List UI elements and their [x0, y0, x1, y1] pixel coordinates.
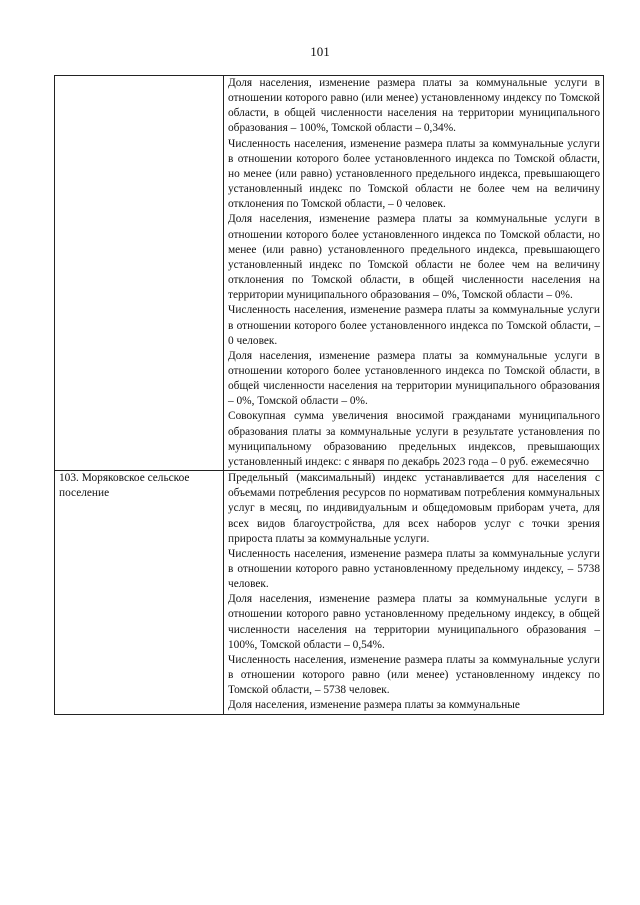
- municipality-cell: [55, 76, 224, 471]
- table-row: [55, 76, 604, 471]
- document-table: [54, 75, 604, 715]
- table-row: [55, 471, 604, 715]
- paragraph: Доля населения, изменение размера платы за коммунальные услуги в отношении которого равно установленному предельному индексу, в общей численности населения на территории муниципального образования – 100%, Томской области – 0,54%.: [228, 593, 600, 651]
- paragraph: Доля населения, изменение размера платы за коммунальные услуги в отношении которого равно (или менее) установленному индексу по Томской области, в общей численности населения на территории муниципального образования – 100%, Томской области – 0,34%.: [228, 77, 600, 135]
- paragraph: Численность населения, изменение размера платы за коммунальные услуги в отношении которого равно установленному предельному индексу, – 5738 человек.: [228, 547, 600, 591]
- paragraph: Численность населения, изменение размера платы за коммунальные услуги в отношении которого более установленного индекса по Томской области, но менее (или равно) установленного предельного индекса, превышающего установленный индекс по Томской области не более чем на величину отклонения по Томской области, – 0 человек.: [228, 137, 600, 211]
- municipality-cell: 103. Моряковское сельское поселение: [55, 471, 224, 715]
- paragraph: Доля населения, изменение размера платы за коммунальные услуги в отношении которого более установленного индекса по Томской области, в общей численности населения на территории муниципального образования – 0%, Томской области – 0%.: [228, 349, 600, 408]
- description-cell: [224, 76, 604, 471]
- paragraph: Численность населения, изменение размера платы за коммунальные услуги в отношении которого более установленного индекса по Томской области, – 0 человек.: [228, 304, 600, 347]
- paragraph: Доля населения, изменение размера платы за коммунальные: [228, 699, 520, 712]
- paragraph: Численность населения, изменение размера платы за коммунальные услуги в отношении которого равно (или менее) установленному индексу по Томской области, – 5738 человек.: [228, 653, 600, 697]
- paragraph: Совокупная сумма увеличения вносимой гражданами муниципального образования платы за коммунальные услуги в результате установления по муниципальному образованию предельных индексов, превышающих установленный индекс: с января по декабрь 2023 года – 0 руб. ежемесячно: [228, 410, 600, 468]
- page-number: 101: [310, 44, 330, 59]
- paragraph: Предельный (максимальный) индекс устанавливается для населения с объемами потребления ресурсов по нормативам потребления коммунальных услуг в месяц, по индивидуальным и общедомовым приборам учета, для всех видов благоустройства, для всех наборов услуг с точки зрения прироста платы за коммунальные услуги.: [228, 472, 600, 545]
- description-cell: [224, 471, 604, 715]
- paragraph: Доля населения, изменение размера платы за коммунальные услуги в отношении которого более установленного индекса по Томской области, но менее (или равно) установленного предельного индекса, превышающего установленный индекс по Томской области не более чем на величину отклонения по Томской области, в общей численности населения на территории муниципального образования – 0%, Томской области – 0%.: [228, 213, 600, 302]
